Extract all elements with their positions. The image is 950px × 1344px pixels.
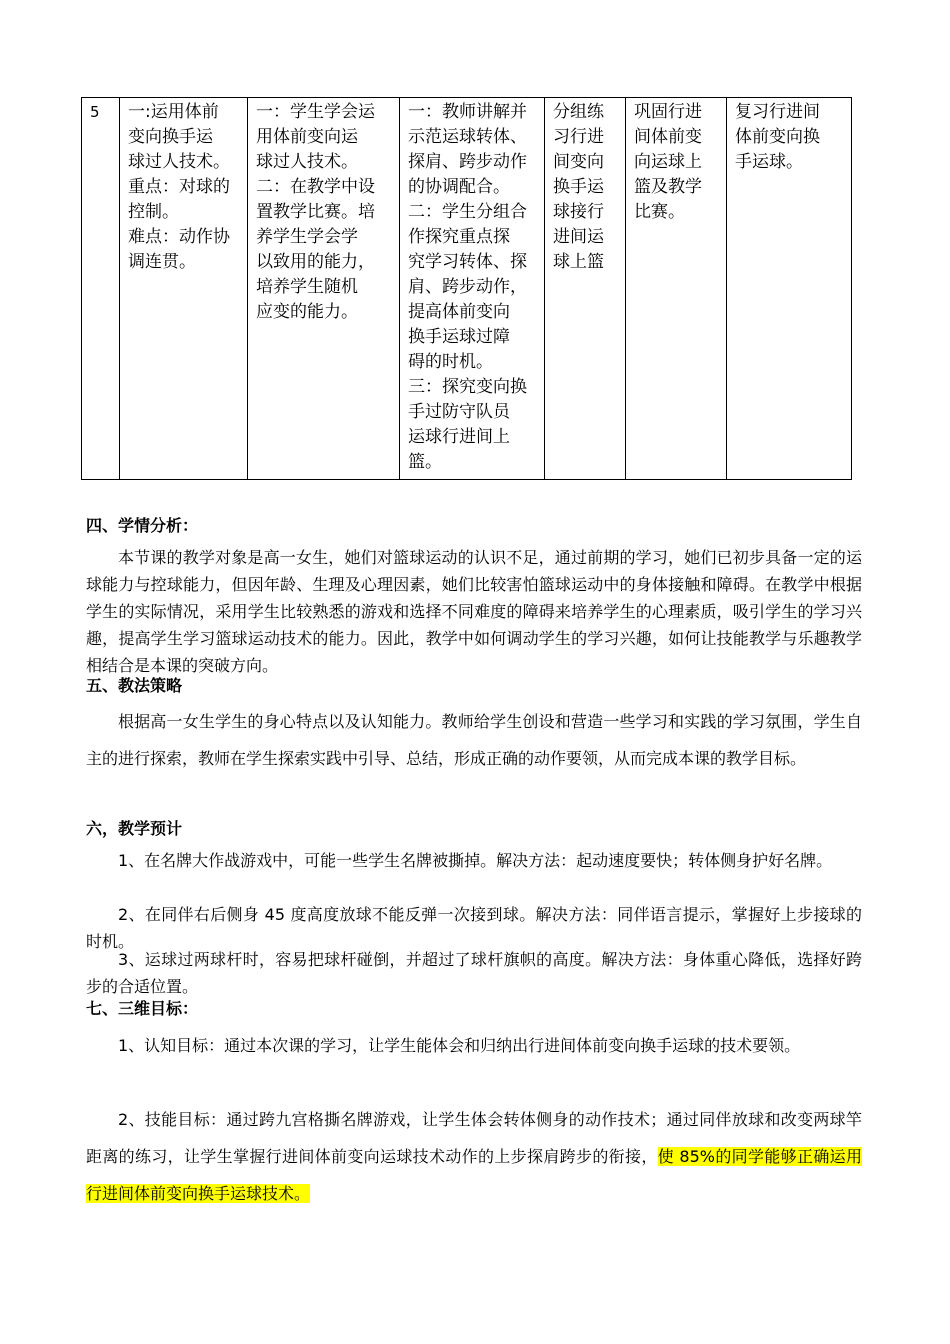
content-line: 控制。: [128, 202, 179, 222]
method-line: 运球行进间上: [408, 427, 510, 447]
homework-line: 复习行进间: [735, 102, 820, 122]
goal-line: 养学生学会学: [256, 227, 358, 247]
method-line: 肩、跨步动作，: [408, 277, 527, 297]
practice-cell: [545, 98, 626, 480]
section-6-item-1: 1、在名牌大作战游戏中，可能一些学生名牌被撕掉。解决方法：起动速度要快；转体侧身护好名牌。: [118, 851, 833, 870]
review-line: 篮及教学: [634, 177, 702, 197]
review-line: 向运球上: [634, 152, 702, 172]
goal-line: 一：学生学会运: [256, 102, 375, 122]
section-6-item-3: 3、运球过两球杆时，容易把球杆碰倒，并超过了球杆旗帜的高度。解决方法：身体重心降低，选择好跨步的合适位置。: [86, 950, 862, 996]
homework-cell: [727, 98, 852, 480]
method-line: 三：探究变向换: [408, 377, 527, 397]
method-line: 提高体前变向: [408, 302, 510, 322]
content-cell: [120, 98, 248, 480]
method-line: 究学习转体、探: [408, 252, 527, 272]
section-5-title: 五、教法策略: [86, 676, 183, 695]
review-line: 比赛。: [634, 202, 685, 222]
section-7-item-2: [86, 1101, 862, 1212]
lesson-plan-table: [81, 97, 852, 480]
content-line: 重点：对球的: [128, 177, 230, 197]
goal-line: 以致用的能力，: [256, 252, 375, 272]
method-line: 篮。: [408, 452, 442, 472]
method-line: 一：教师讲解并: [408, 102, 527, 122]
practice-line: 球接行: [553, 202, 604, 222]
practice-line: 球上篮: [553, 252, 604, 272]
goal-line: 二：在教学中设: [256, 177, 375, 197]
section-7-item-2-text: 2、技能目标：通过跨九宫格撕名牌游戏，让学生体会转体侧身的动作技术；通过同伴放球和改变两球竿距离的练习，让学生掌握行进间体前变向运球技术动作的上步探肩跨步的衔接，: [86, 1110, 862, 1166]
goal-line: 置教学比赛。培: [256, 202, 375, 222]
content-line: 调连贯。: [128, 252, 196, 272]
homework-line: 体前变向换: [735, 127, 820, 147]
section-7-title: 七、三维目标：: [86, 999, 199, 1018]
homework-line: 手运球。: [735, 152, 803, 172]
section-5-text: 根据高一女生学生的身心特点以及认知能力。教师给学生创设和营造一些学习和实践的学习氛围，学生自主的进行探索，教师在学生探索实践中引导、总结，形成正确的动作要领，从而完成本课的教学目标。: [86, 712, 862, 768]
section-4-text: 本节课的教学对象是高一女生，她们对篮球运动的认识不足，通过前期的学习，她们已初步具备一定的运球能力与控球能力，但因年龄、生理及心理因素，她们比较害怕篮球运动中的身体接触和障碍。在教学中根据学生的实际情况，采用学生比较熟悉的游戏和选择不同难度的障碍来培养学生的心理素质，吸引学生的学习兴趣，提高学生学习篮球运动技术的能力。因此，教学中如何调动学生的学习兴趣，如何让技能教学与乐趣教学相结合是本课的突破方向。: [86, 548, 862, 675]
method-line: 探肩、跨步动作: [408, 152, 527, 172]
section-6-item-2: 2、在同伴右后侧身 45 度高度放球不能反弹一次接到球。解决方法：同伴语言提示，掌握好上步接球的时机。: [86, 905, 862, 951]
content-line: 一:运用体前: [128, 102, 219, 122]
row-number-cell: [82, 98, 120, 480]
goal-line: 球过人技术。: [256, 152, 358, 172]
review-line: 间体前变: [634, 127, 702, 147]
method-line: 作探究重点探: [408, 227, 510, 247]
goal-line: 应变的能力。: [256, 302, 358, 322]
method-cell: [400, 98, 545, 480]
practice-line: 间变向: [553, 152, 604, 172]
review-line: 巩固行进: [634, 102, 702, 122]
method-line: 手过防守队员: [408, 402, 510, 422]
highlighted-goal: 使 85%的同学能够正确运用行进间体前变向换手运球技术。: [86, 1147, 862, 1203]
review-cell: [626, 98, 727, 480]
goal-line: 用体前变向运: [256, 127, 358, 147]
practice-line: 进间运: [553, 227, 604, 247]
content-line: 变向换手运: [128, 127, 213, 147]
section-4-title: 四、学情分析：: [86, 516, 199, 535]
content-line: 球过人技术。: [128, 152, 230, 172]
method-line: 示范运球转体、: [408, 127, 527, 147]
method-line: 二：学生分组合: [408, 202, 527, 222]
content-line: 难点：动作协: [128, 227, 230, 247]
section-6-title: 六，教学预计: [86, 819, 183, 838]
goal-cell: [248, 98, 400, 480]
practice-line: 换手运: [553, 177, 604, 197]
section-7-item-1: 1、认知目标：通过本次课的学习，让学生能体会和归纳出行进间体前变向换手运球的技术要领。: [118, 1036, 801, 1055]
method-line: 碍的时机。: [408, 352, 493, 372]
table-row: [82, 98, 852, 480]
goal-line: 培养学生随机: [256, 277, 358, 297]
row-number: 5: [90, 103, 100, 121]
method-line: 换手运球过障: [408, 327, 510, 347]
method-line: 的协调配合。: [408, 177, 510, 197]
practice-line: 习行进: [553, 127, 604, 147]
practice-line: 分组练: [553, 102, 604, 122]
